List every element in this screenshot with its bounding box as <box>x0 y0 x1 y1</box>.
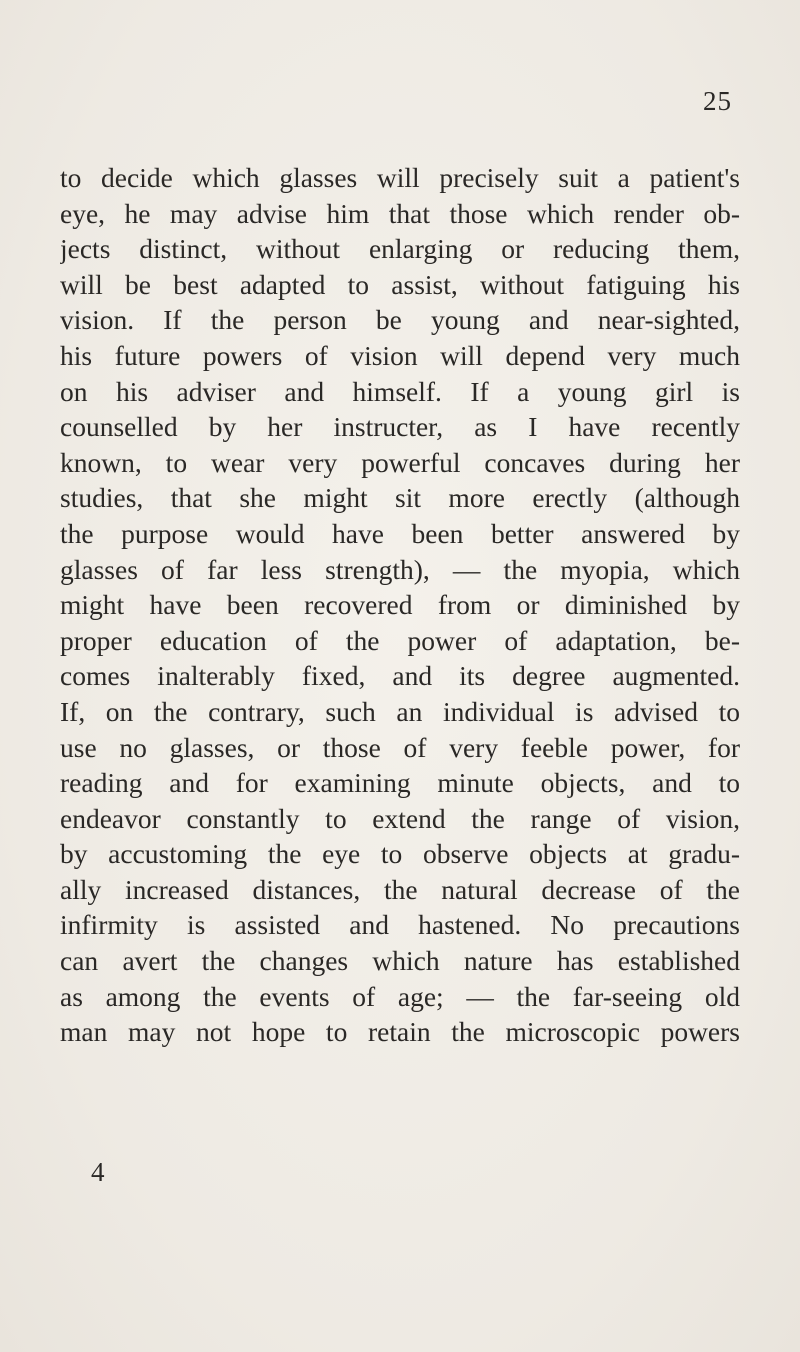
text-line: jects distinct, without enlarging or reducing them, <box>60 233 740 265</box>
page-number: 25 <box>703 86 732 116</box>
text-line: will be best adapted to assist, without fatiguing his <box>60 268 740 300</box>
text-line: on his adviser and himself. If a young girl is <box>60 375 740 407</box>
text-line: to decide which glasses will precisely suit a patient's <box>60 162 740 193</box>
text-line: might have been recovered from or diminished by <box>60 589 740 621</box>
text-line: endeavor constantly to extend the range of vision, <box>60 802 740 834</box>
text-line: studies, that she might sit more erectly (although <box>60 482 740 514</box>
body-text <box>60 160 740 1050</box>
text-line: eye, he may advise him that those which render ob- <box>60 197 740 229</box>
text-line: use no glasses, or those of very feeble power, for <box>60 731 740 763</box>
text-line: comes inalterably fixed, and its degree augmented. <box>60 660 740 692</box>
signature-mark: 4 <box>91 1157 105 1187</box>
text-line: counselled by her instructer, as I have recently <box>60 411 740 443</box>
text-line: as among the events of age; — the far-seeing old <box>60 980 740 1012</box>
text-line: ally increased distances, the natural decrease of the <box>60 873 740 905</box>
text-line: by accustoming the eye to observe objects at gradu- <box>60 838 740 870</box>
text-line: man may not hope to retain the microscopic powers <box>60 1016 740 1048</box>
text-line: proper education of the power of adaptation, be- <box>60 624 740 656</box>
text-line: vision. If the person be young and near-sighted, <box>60 304 740 336</box>
text-line: infirmity is assisted and hastened. No precautions <box>60 909 740 941</box>
text-line: reading and for examining minute objects, and to <box>60 767 740 799</box>
text-line: the purpose would have been better answered by <box>60 517 740 549</box>
text-line: glasses of far less strength), — the myopia, which <box>60 553 740 585</box>
text-line: can avert the changes which nature has established <box>60 945 740 977</box>
text-line: known, to wear very powerful concaves during her <box>60 446 740 478</box>
text-line: If, on the contrary, such an individual is advised to <box>60 695 740 727</box>
text-line: his future powers of vision will depend very much <box>60 339 740 371</box>
